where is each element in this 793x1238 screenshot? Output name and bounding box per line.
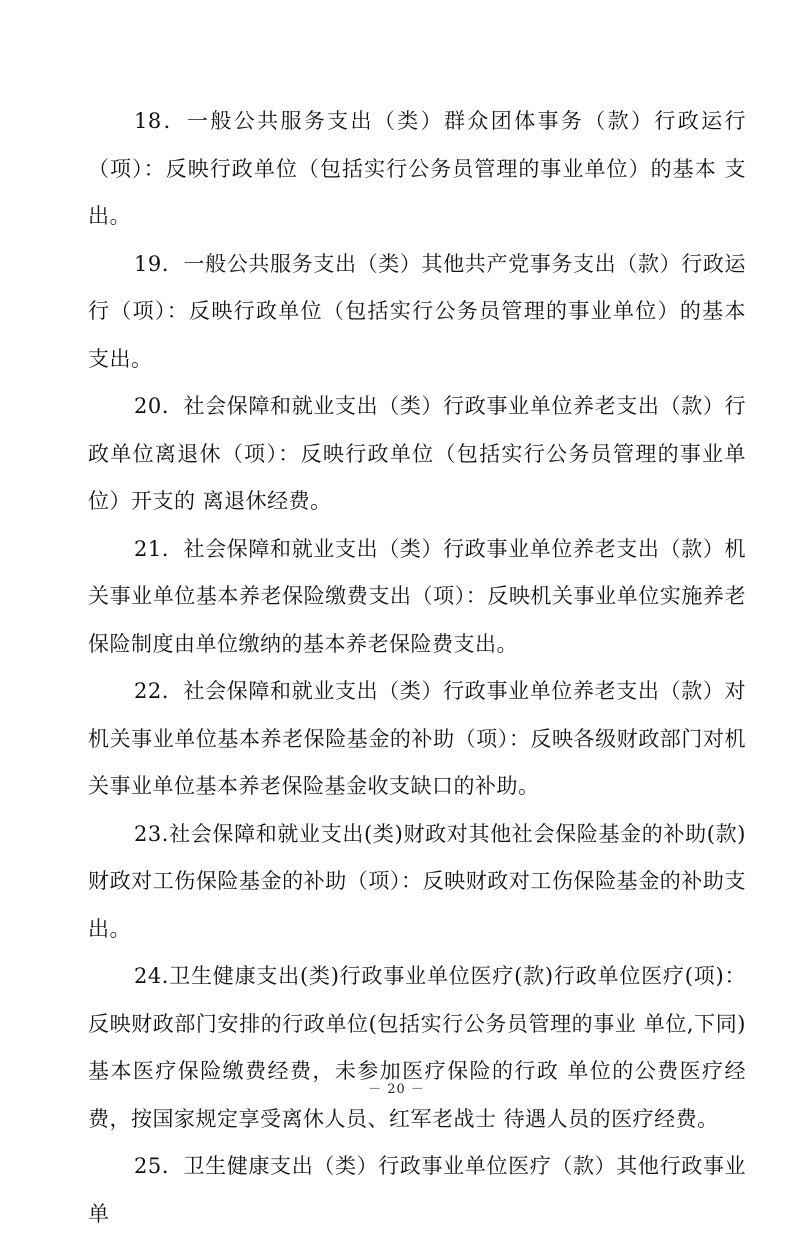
paragraph-item-21: 21．社会保障和就业支出（类）行政事业单位养老支出（款）机关事业单位基本养老保险缴费支出（项）：反映机关事业单位实施养老保险制度由单位缴纳的基本养老保险费支出。 <box>88 536 746 656</box>
document-body <box>88 98 746 1238</box>
paragraph-item-18: 18．一般公共服务支出（类）群众团体事务（款）行政运行（项）：反映行政单位（包括实行公务员管理的事业单位）的基本 支出。 <box>88 109 746 228</box>
paragraph-item-24: 24.卫生健康支出(类)行政事业单位医疗(款)行政单位医疗(项)：反映财政部门安排的行政单位(包括实行公务员管理的事业 单位,下同)基本医疗保险缴费经费，未参加医疗保险的行政 单位的公费医疗经费，按国家规定享受离休人员、红军老战士 待遇人员的医疗经费。 <box>88 964 746 1131</box>
paragraph-item-23: 23.社会保障和就业支出(类)财政对其他社会保险基金的补助(款)财政对工伤保险基金的补助（项）：反映财政对工伤保险基金的补助支出。 <box>88 821 746 941</box>
paragraph-item-20: 20．社会保障和就业支出（类）行政事业单位养老支出（款）行政单位离退休（项）：反映行政单位（包括实行公务员管理的事业单位）开支的 离退休经费。 <box>88 394 746 513</box>
page-number: － 20 － <box>368 1082 425 1097</box>
paragraph-item-22: 22．社会保障和就业支出（类）行政事业单位养老支出（款）对机关事业单位基本养老保险基金的补助（项）：反映各级财政部门对机关事业单位基本养老保险基金收支缺口的补助。 <box>88 679 746 798</box>
paragraph-item-19: 19．一般公共服务支出（类）其他共产党事务支出（款）行政运行（项）：反映行政单位（包括实行公务员管理的事业单位）的基本 支出。 <box>88 251 746 371</box>
paragraph-item-25: 25．卫生健康支出（类）行政事业单位医疗（款）其他行政事业单 <box>88 1154 746 1226</box>
